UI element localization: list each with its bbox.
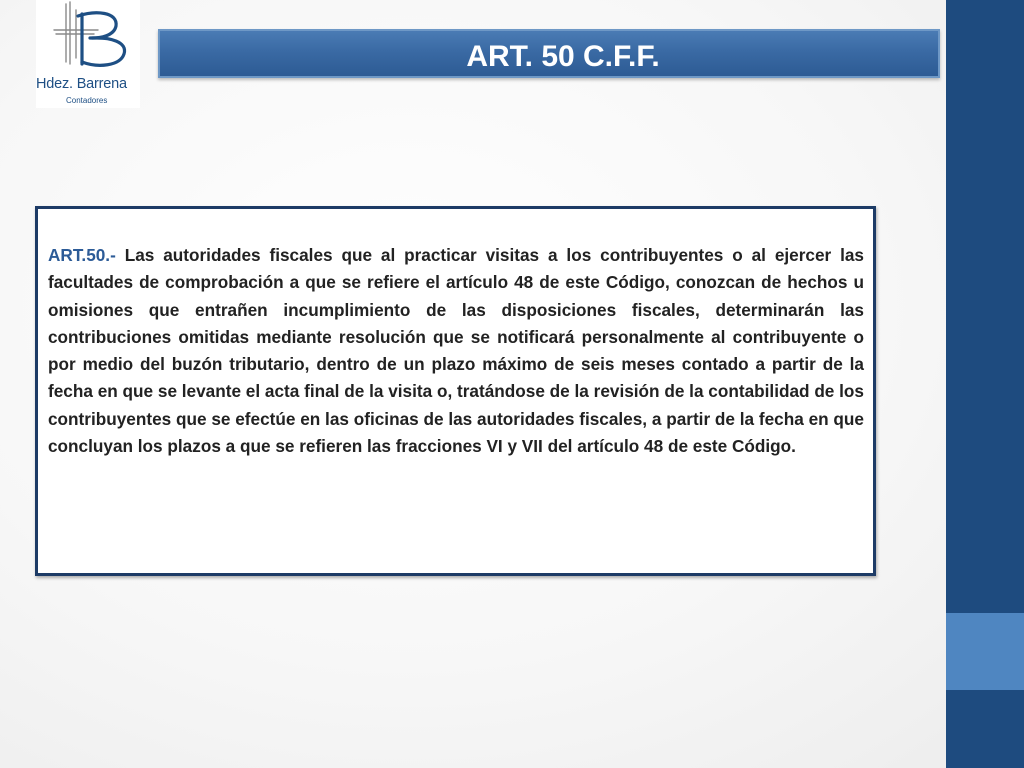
logo-company-name: Hdez. Barrena: [36, 76, 127, 92]
logo-company-subtitle: Contadores: [66, 96, 108, 105]
right-bar-accent-block: [946, 613, 1024, 690]
title-banner: [158, 29, 940, 78]
hb-monogram-icon: [36, 0, 140, 80]
article-paragraph: [48, 242, 864, 460]
article-body: Las autoridades fiscales que al practicar visitas a los contribuyentes o al ejercer las facultades de comprobación a que se refiere el artículo 48 de este Código, conozcan de hechos u omisiones que entrañen incumplimiento de las disposiciones fiscales, determinarán las contribuciones omitidas mediante resolución que se notificará personalmente al contribuyente o por medio del buzón tributario, dentro de un plazo máximo de seis meses contado a partir de la fecha en que se levante el acta final de la visita o, tratándose de la revisión de la contabilidad de los contribuyentes que se efectúe en las oficinas de las autoridades fiscales, a partir de la fecha en que concluyan los plazos a que se refieren las fracciones VI y VII del artículo 48 de este Código.: [48, 245, 864, 457]
article-label: ART.50.-: [48, 245, 116, 265]
company-logo: [36, 0, 140, 108]
page-title: ART. 50 C.F.F.: [466, 40, 660, 73]
article-text-box: [35, 206, 876, 576]
